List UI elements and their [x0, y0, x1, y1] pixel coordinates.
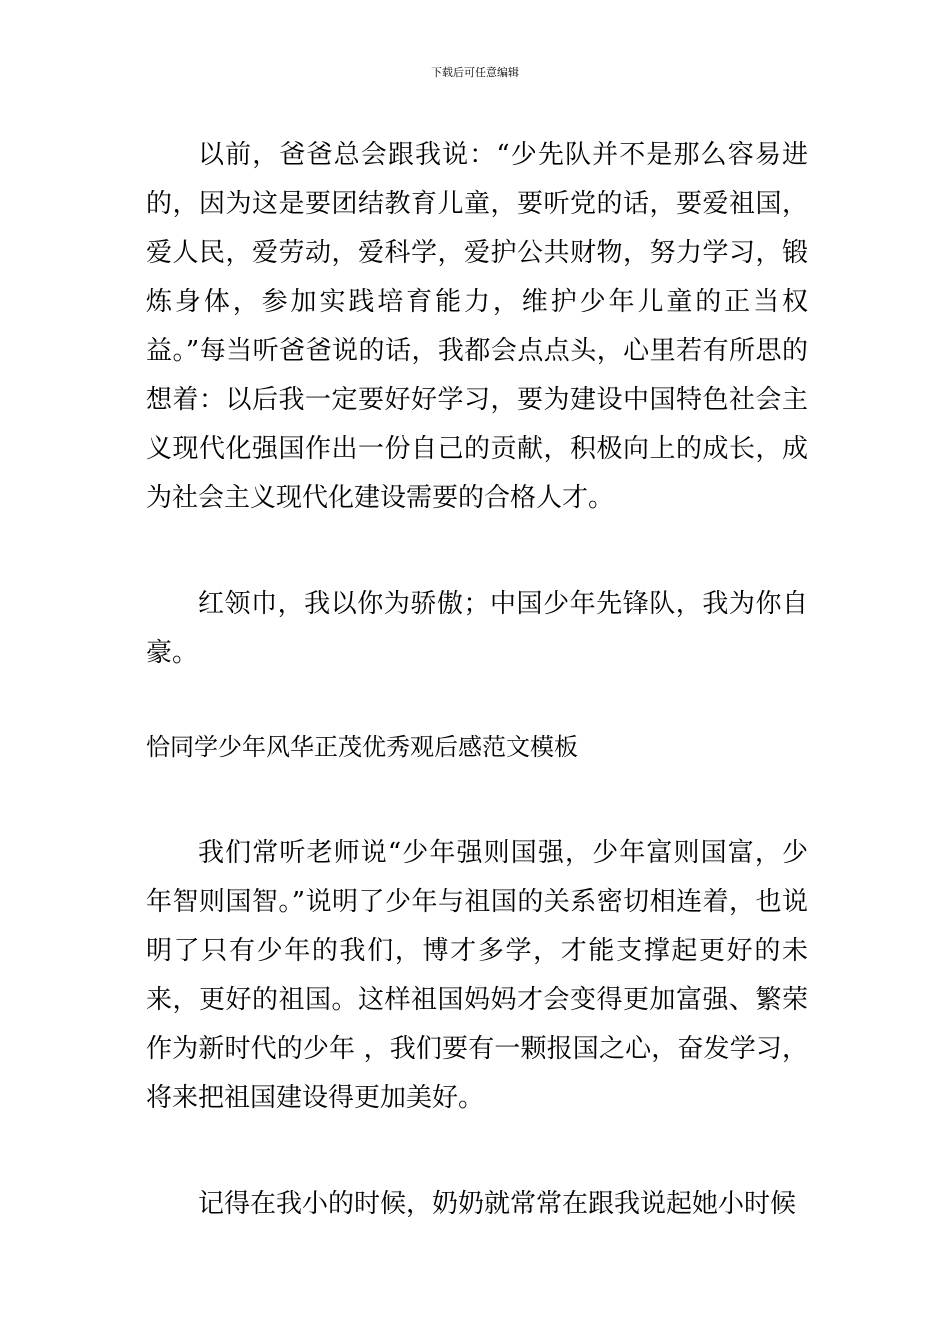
paragraph-3: 我们常听老师说“少年强则国强，少年富则国富，少年智则国智。”说明了少年与祖国的关系密切相连着，也说明了只有少年的我们，博才多学，才能支撑起更好的未来，更好的祖国。这样祖国妈妈才会变得更加富强、繁荣作为新时代的少年 ，我们要有一颗报国之心，奋发学习，将来把祖国建设得更加美好。	[146, 838, 808, 1113]
paragraph-2: 红领巾，我以你为骄傲；中国少年先锋队，我为你自豪。	[146, 589, 808, 668]
paragraph-1: 以前，爸爸总会跟我说：“少先队并不是那么容易进的，因为这是要团结教育儿童，要听党的话，要爱祖国，爱人民，爱劳动，爱科学，爱护公共财物，努力学习，锻炼身体，参加实践培育能力，维护少年儿童的正当权益。”每当听爸爸说的话，我都会点点头，心里若有所思的想着：以后我一定要好好学习，要为建设中国特色社会主义现代化强国作出一份自己的贡献，积极向上的成长，成为社会主义现代化建设需要的合格人才。	[146, 140, 808, 513]
page-header: 下载后可任意编辑	[431, 66, 519, 79]
paragraph-4: 记得在我小的时候，奶奶就常常在跟我说起她小时候	[198, 1189, 797, 1219]
paragraph-gap	[146, 772, 808, 829]
document-body	[146, 131, 808, 1229]
paragraph-gap	[146, 523, 808, 580]
section-heading: 恰同学少年风华正茂优秀观后感范文模板	[146, 733, 578, 761]
paragraph-gap	[146, 678, 808, 723]
paragraph-gap	[146, 1123, 808, 1180]
